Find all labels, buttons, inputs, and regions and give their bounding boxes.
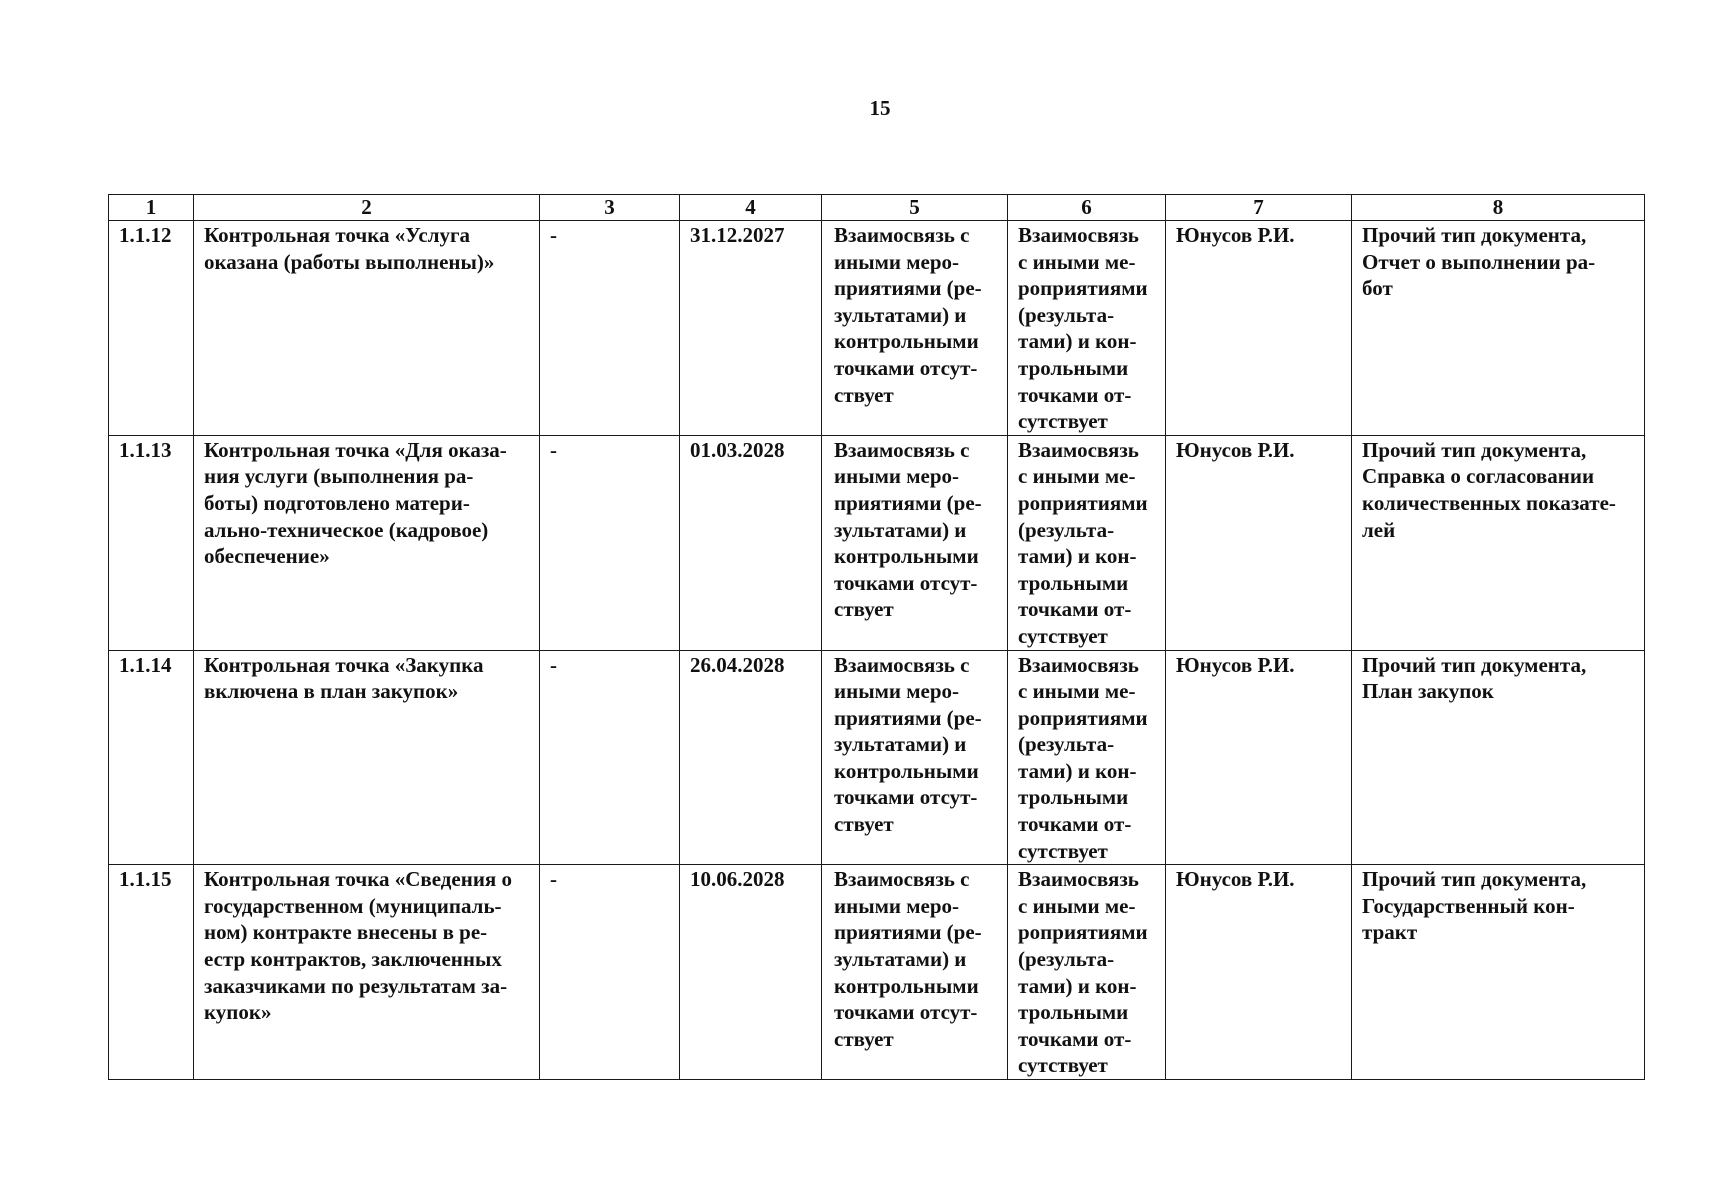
header-cell: 1 bbox=[109, 195, 194, 221]
text-line: роприятиями bbox=[1018, 705, 1148, 730]
text-line: трольными bbox=[1018, 570, 1129, 595]
text-line: тами) и кон- bbox=[1018, 973, 1137, 998]
text-line: естр контрактов, заключенных bbox=[204, 947, 502, 972]
relation-5-cell bbox=[822, 650, 1008, 865]
text-line: контрольными bbox=[834, 544, 979, 569]
text-line: зультатами) и bbox=[834, 302, 967, 327]
text-line: (результа- bbox=[1018, 947, 1115, 972]
text-line: (результа- bbox=[1018, 732, 1115, 757]
column-3-cell: - bbox=[540, 865, 680, 1080]
text-line: Прочий тип документа, bbox=[1362, 223, 1587, 247]
item-number-cell: 1.1.13 bbox=[109, 435, 194, 650]
text-line: трольными bbox=[1018, 785, 1129, 810]
text-line: Взаимосвязь bbox=[1018, 223, 1139, 247]
text-line: тами) и кон- bbox=[1018, 329, 1137, 354]
text-line: точками от- bbox=[1018, 1026, 1132, 1051]
responsible-cell: Юнусов Р.И. bbox=[1166, 865, 1352, 1080]
text-line: трольными bbox=[1018, 355, 1129, 380]
table-row bbox=[109, 865, 1645, 1080]
item-name-cell bbox=[194, 650, 540, 865]
text-line: точками отсут- bbox=[834, 785, 978, 810]
text-line: зультатами) и bbox=[834, 732, 967, 757]
responsible-cell: Юнусов Р.И. bbox=[1166, 435, 1352, 650]
text-line: Прочий тип документа, bbox=[1362, 867, 1587, 892]
header-row bbox=[109, 195, 1645, 221]
text-line: Контрольная точка «Закупка bbox=[204, 652, 484, 677]
document-type-cell bbox=[1352, 221, 1645, 436]
text-line: точками отсут- bbox=[834, 570, 978, 595]
responsible-cell: Юнусов Р.И. bbox=[1166, 221, 1352, 436]
text-line: (результа- bbox=[1018, 302, 1115, 327]
text-line: зультатами) и bbox=[834, 517, 967, 542]
relation-6-cell bbox=[1008, 435, 1166, 650]
header-cell: 4 bbox=[680, 195, 822, 221]
relation-5-cell bbox=[822, 435, 1008, 650]
table-row bbox=[109, 435, 1645, 650]
text-line: ствует bbox=[834, 597, 894, 622]
table-row bbox=[109, 650, 1645, 865]
relation-5-cell bbox=[822, 221, 1008, 436]
document-type-cell bbox=[1352, 650, 1645, 865]
text-line: Взаимосвязь с bbox=[834, 867, 970, 892]
text-line: ном) контракте внесены в ре- bbox=[204, 920, 488, 945]
text-line: сутствует bbox=[1018, 623, 1108, 648]
item-number-cell: 1.1.15 bbox=[109, 865, 194, 1080]
text-line: точками от- bbox=[1018, 382, 1132, 407]
text-line: ствует bbox=[834, 382, 894, 407]
header-cell: 3 bbox=[540, 195, 680, 221]
date-cell: 26.04.2028 bbox=[680, 650, 822, 865]
text-line: с иными ме- bbox=[1018, 893, 1136, 918]
text-line: лей bbox=[1362, 517, 1396, 542]
text-line: с иными ме- bbox=[1018, 679, 1136, 704]
text-line: тами) и кон- bbox=[1018, 544, 1137, 569]
document-type-cell bbox=[1352, 865, 1645, 1080]
text-line: ния услуги (выполнения ра- bbox=[204, 464, 474, 489]
text-line: роприятиями bbox=[1018, 490, 1148, 515]
column-3-cell: - bbox=[540, 221, 680, 436]
text-line: заказчиками по результатам за- bbox=[204, 973, 508, 998]
text-line: иными меро- bbox=[834, 249, 960, 274]
responsible-cell: Юнусов Р.И. bbox=[1166, 650, 1352, 865]
item-name-cell bbox=[194, 221, 540, 436]
text-line: включена в план закупок» bbox=[204, 679, 459, 704]
text-line: бот bbox=[1362, 276, 1393, 301]
relation-6-cell bbox=[1008, 865, 1166, 1080]
text-line: Отчет о выполнении ра- bbox=[1362, 249, 1596, 274]
text-line: точками отсут- bbox=[834, 355, 978, 380]
text-line: приятиями (ре- bbox=[834, 276, 982, 301]
text-line: ствует bbox=[834, 1026, 894, 1051]
text-line: Взаимосвязь bbox=[1018, 652, 1139, 677]
text-line: боты) подготовлено матери- bbox=[204, 490, 470, 515]
text-line: План закупок bbox=[1362, 679, 1494, 704]
text-line: обеспечение» bbox=[204, 544, 330, 569]
header-cell: 6 bbox=[1008, 195, 1166, 221]
text-line: с иными ме- bbox=[1018, 249, 1136, 274]
text-line: Взаимосвязь bbox=[1018, 867, 1139, 892]
text-line: Контрольная точка «Услуга bbox=[204, 223, 471, 247]
date-cell: 31.12.2027 bbox=[680, 221, 822, 436]
text-line: приятиями (ре- bbox=[834, 490, 982, 515]
date-cell: 01.03.2028 bbox=[680, 435, 822, 650]
text-line: контрольными bbox=[834, 973, 979, 998]
date-cell: 10.06.2028 bbox=[680, 865, 822, 1080]
text-line: иными меро- bbox=[834, 679, 960, 704]
item-number-cell: 1.1.12 bbox=[109, 221, 194, 436]
document-type-cell bbox=[1352, 435, 1645, 650]
text-line: тракт bbox=[1362, 920, 1418, 945]
column-3-cell: - bbox=[540, 435, 680, 650]
text-line: Прочий тип документа, bbox=[1362, 437, 1587, 462]
text-line: Взаимосвязь bbox=[1018, 437, 1139, 462]
text-line: приятиями (ре- bbox=[834, 920, 982, 945]
text-line: ально-техническое (кадровое) bbox=[204, 517, 489, 542]
text-line: сутствует bbox=[1018, 409, 1108, 434]
text-line: роприятиями bbox=[1018, 276, 1148, 301]
text-line: (результа- bbox=[1018, 517, 1115, 542]
text-line: государственном (муниципаль- bbox=[204, 893, 502, 918]
item-name-cell bbox=[194, 435, 540, 650]
header-cell: 7 bbox=[1166, 195, 1352, 221]
text-line: иными меро- bbox=[834, 893, 960, 918]
text-line: Справка о согласовании bbox=[1362, 464, 1595, 489]
column-3-cell: - bbox=[540, 650, 680, 865]
text-line: зультатами) и bbox=[834, 947, 967, 972]
table-body bbox=[109, 221, 1645, 1080]
text-line: контрольными bbox=[834, 758, 979, 783]
text-line: приятиями (ре- bbox=[834, 705, 982, 730]
text-line: точками отсут- bbox=[834, 1000, 978, 1025]
text-line: роприятиями bbox=[1018, 920, 1148, 945]
control-points-table bbox=[108, 194, 1645, 1080]
text-line: Взаимосвязь с bbox=[834, 223, 970, 247]
item-name-cell bbox=[194, 865, 540, 1080]
relation-6-cell bbox=[1008, 221, 1166, 436]
text-line: ствует bbox=[834, 812, 894, 837]
text-line: тами) и кон- bbox=[1018, 758, 1137, 783]
text-line: количественных показате- bbox=[1362, 490, 1616, 515]
text-line: Государственный кон- bbox=[1362, 893, 1575, 918]
item-number-cell: 1.1.14 bbox=[109, 650, 194, 865]
header-cell: 5 bbox=[822, 195, 1008, 221]
text-line: иными меро- bbox=[834, 464, 960, 489]
text-line: точками от- bbox=[1018, 812, 1132, 837]
text-line: оказана (работы выполнены)» bbox=[204, 249, 495, 274]
text-line: сутствует bbox=[1018, 1053, 1108, 1078]
text-line: Взаимосвязь с bbox=[834, 652, 970, 677]
header-cell: 8 bbox=[1352, 195, 1645, 221]
relation-6-cell bbox=[1008, 650, 1166, 865]
text-line: Взаимосвязь с bbox=[834, 437, 970, 462]
text-line: купок» bbox=[204, 1000, 272, 1025]
text-line: с иными ме- bbox=[1018, 464, 1136, 489]
page-number: 15 bbox=[869, 96, 891, 120]
text-line: трольными bbox=[1018, 1000, 1129, 1025]
text-line: сутствует bbox=[1018, 838, 1108, 863]
text-line: Контрольная точка «Сведения о bbox=[204, 867, 513, 892]
table-row bbox=[109, 221, 1645, 436]
header-cell: 2 bbox=[194, 195, 540, 221]
relation-5-cell bbox=[822, 865, 1008, 1080]
text-line: Прочий тип документа, bbox=[1362, 652, 1587, 677]
text-line: точками от- bbox=[1018, 597, 1132, 622]
text-line: Контрольная точка «Для оказа- bbox=[204, 437, 507, 462]
text-line: контрольными bbox=[834, 329, 979, 354]
